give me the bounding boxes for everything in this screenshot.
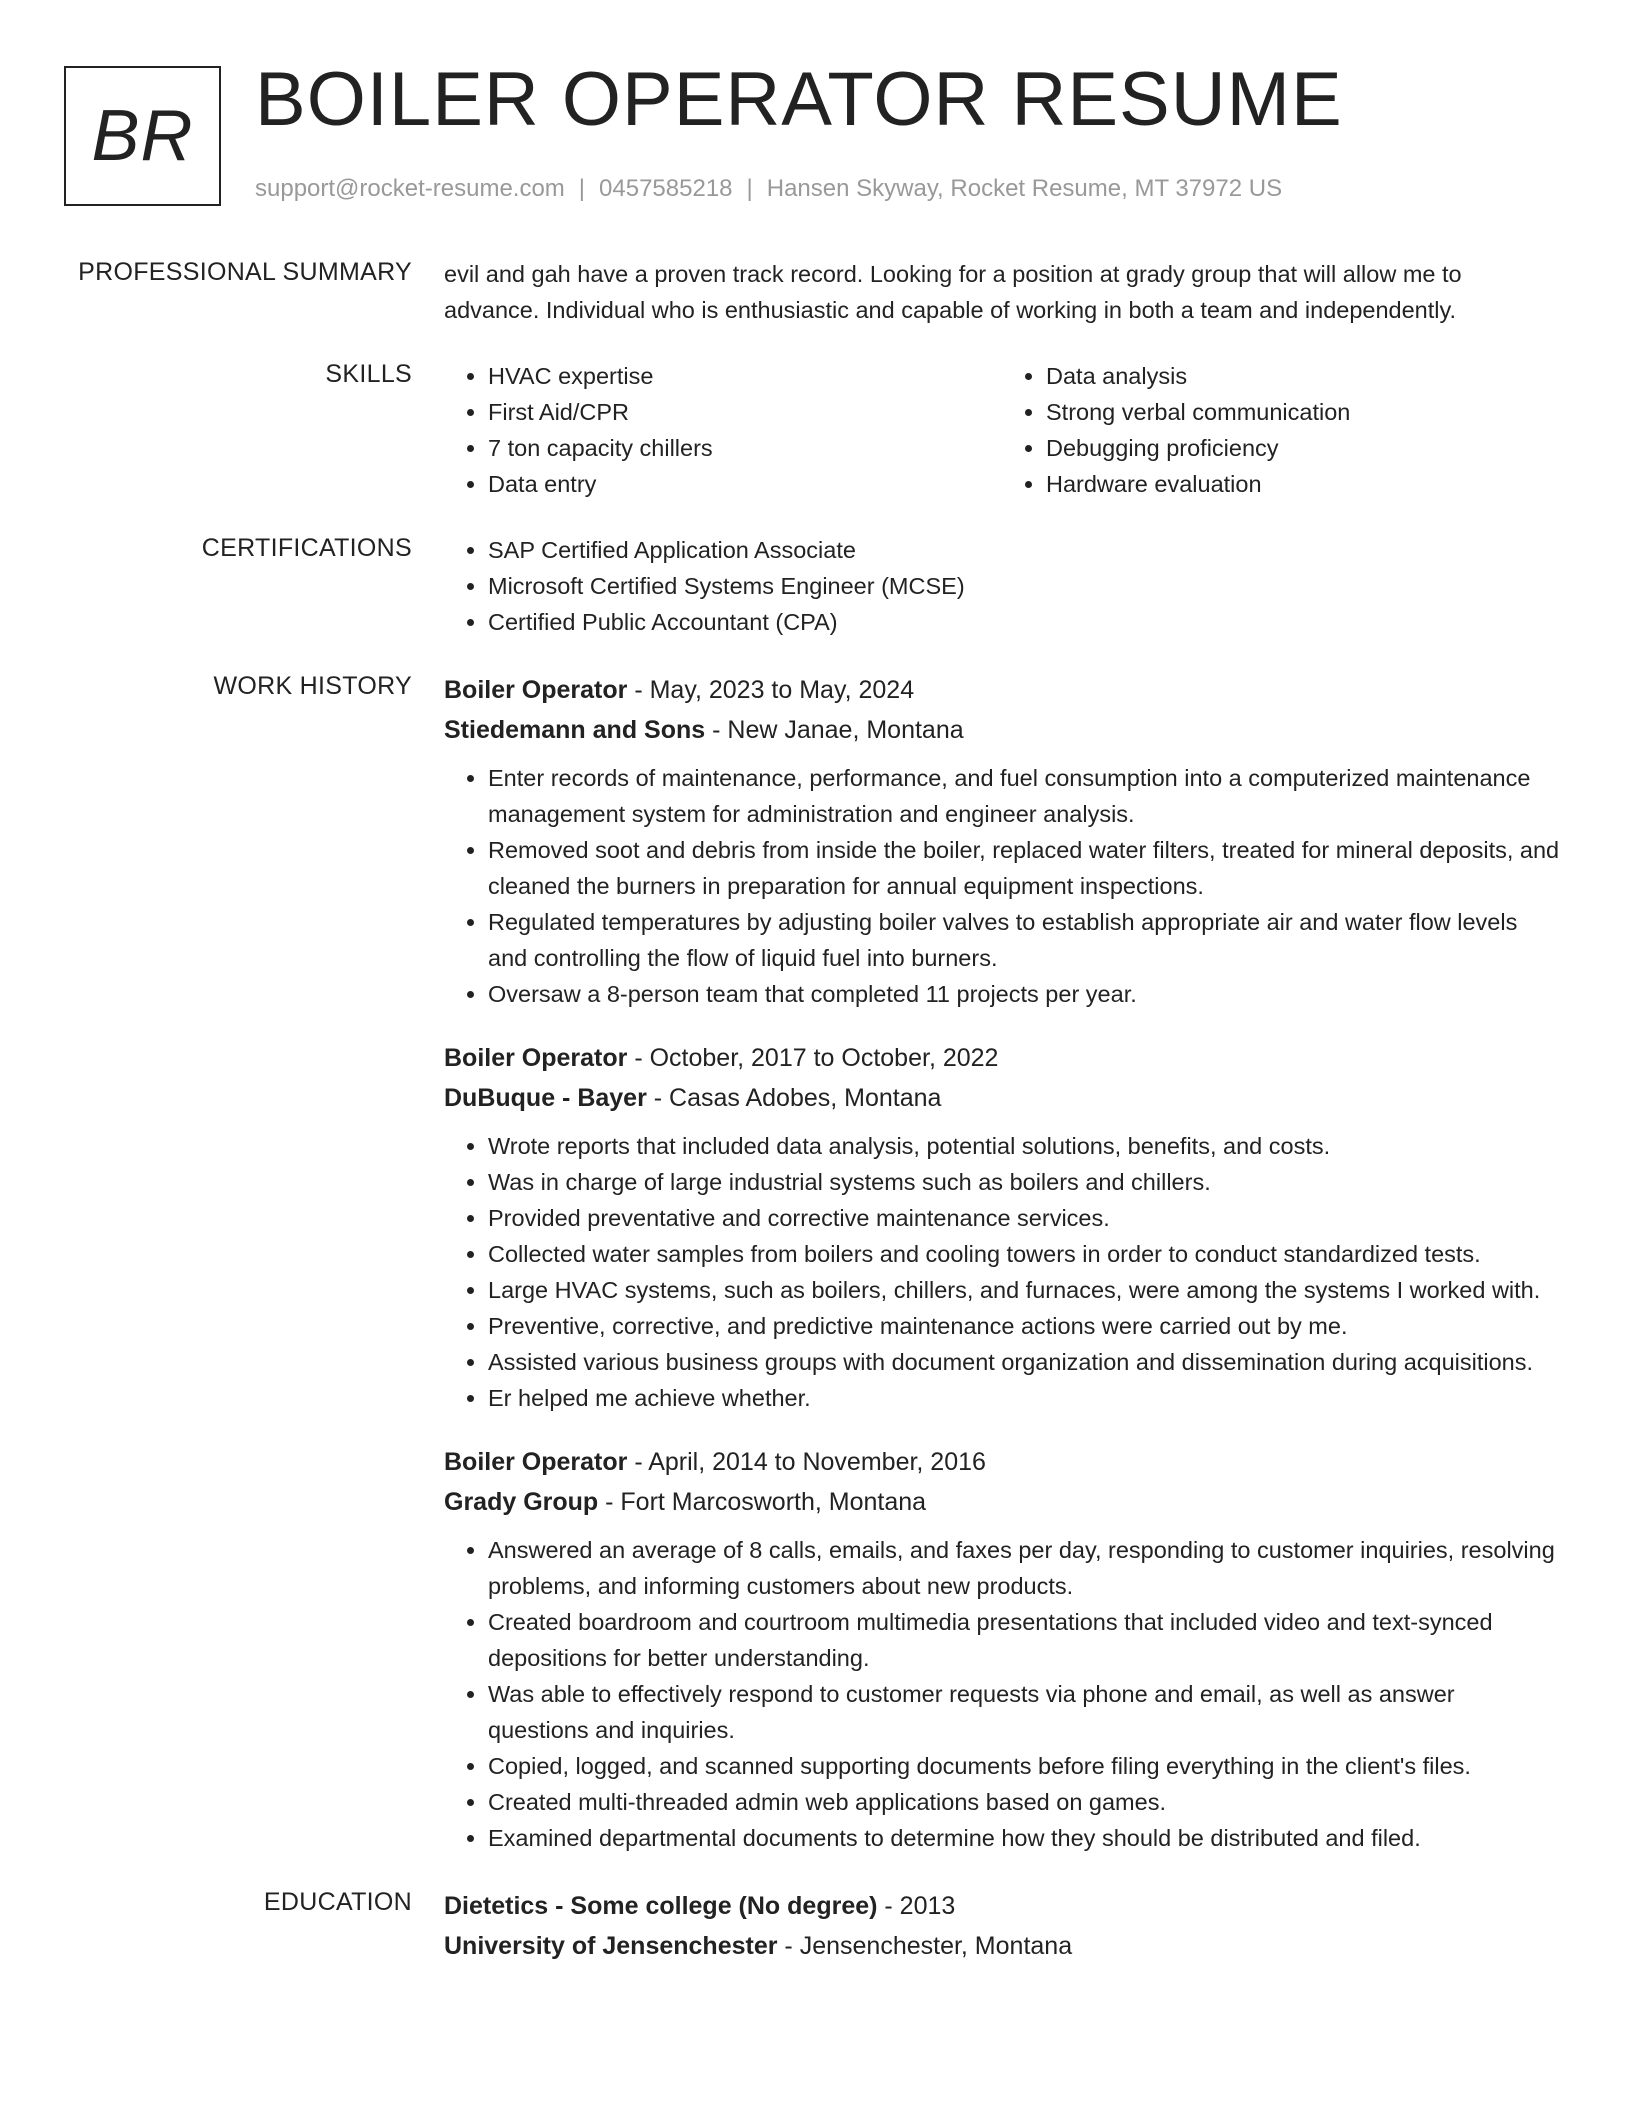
section-content: [444, 670, 1560, 1856]
job-bullet: • Was able to effectively respond to customer requests via phone and email, as well as answer questions and inquiries.: [488, 1676, 1560, 1748]
job-bullet: • Large HVAC systems, such as boilers, chillers, and furnaces, were among the systems I worked with.: [488, 1272, 1560, 1308]
job-dates: - May, 2023 to May, 2024: [627, 676, 915, 704]
section-content: [444, 1886, 1560, 1966]
skill-item: • First Aid/CPR: [488, 394, 1002, 430]
job-company-line: [444, 710, 1560, 750]
contact-phone[interactable]: 0457585218: [599, 175, 733, 202]
monogram-box: [64, 66, 221, 206]
education-degree-line: [444, 1886, 1560, 1926]
job-bullet: • Regulated temperatures by adjusting boiler valves to establish appropriate air and water flow levels and controlling the flow of liquid fuel into burners.: [488, 904, 1560, 976]
job-entry: [444, 670, 1560, 1012]
job-bullet: • Er helped me achieve whether.: [488, 1380, 1560, 1416]
job-bullet: • Removed soot and debris from inside the boiler, replaced water filters, treated for mineral deposits, and cleaned the burners in preparation for annual equipment inspections.: [488, 832, 1560, 904]
education-school-line: [444, 1926, 1560, 1966]
education-section: [0, 1886, 1632, 1966]
contact-separator: |: [746, 175, 753, 202]
job-bullet: • Preventive, corrective, and predictive maintenance actions were carried out by me.: [488, 1308, 1560, 1344]
work-history-section: [0, 670, 1632, 1856]
section-content: [444, 256, 1560, 328]
skills-grid: [444, 358, 1560, 502]
job-title-line: [444, 670, 1560, 710]
contact-line: [255, 175, 1282, 203]
job-title-line: [444, 1038, 1560, 1078]
job-dates: - April, 2014 to November, 2016: [627, 1448, 986, 1476]
section-content: [444, 532, 1560, 640]
job-bullet: • Examined departmental documents to determine how they should be distributed and filed.: [488, 1820, 1560, 1856]
job-bullet: • Answered an average of 8 calls, emails, and faxes per day, responding to customer inquiries, resolving problems, and informing customers about new products.: [488, 1532, 1560, 1604]
job-title-line: [444, 1442, 1560, 1482]
job-bullet: • Assisted various business groups with document organization and dissemination during acquisitions.: [488, 1344, 1560, 1380]
skills-column: [444, 358, 1002, 502]
job-bullet: • Collected water samples from boilers and cooling towers in order to conduct standardized tests.: [488, 1236, 1560, 1272]
job-bullets: [444, 1532, 1560, 1856]
job-bullet: • Enter records of maintenance, performance, and fuel consumption into a computerized maintenance management system for administration and engineer analysis.: [488, 760, 1560, 832]
job-company: Stiedemann and Sons: [444, 716, 706, 744]
resume-title: BOILER OPERATOR RESUME: [255, 57, 1343, 142]
job-company-line: [444, 1482, 1560, 1522]
education-school: University of Jensenchester: [444, 1932, 778, 1960]
skill-item: • HVAC expertise: [488, 358, 1002, 394]
job-location: - Fort Marcosworth, Montana: [598, 1488, 927, 1516]
monogram-initials: BR: [91, 96, 194, 176]
certifications-section: [0, 532, 1632, 640]
resume-sections: [0, 256, 1632, 1996]
job-bullet: • Created boardroom and courtroom multimedia presentations that included video and text-synced depositions for better understanding.: [488, 1604, 1560, 1676]
summary-section: [0, 256, 1632, 328]
job-entry: [444, 1442, 1560, 1856]
skill-item: • Hardware evaluation: [1046, 466, 1560, 502]
skills-column: [1002, 358, 1560, 502]
summary-text: evil and gah have a proven track record. Looking for a position at grady group that will allow me to advance. Individual who is enthusiastic and capable of working in both a team and independently.: [444, 261, 1462, 323]
certification-item: • SAP Certified Application Associate: [488, 532, 1560, 568]
section-label: CERTIFICATIONS: [201, 534, 412, 562]
job-location: - Casas Adobes, Montana: [646, 1084, 942, 1112]
job-location: - New Janae, Montana: [705, 716, 964, 744]
job-entry: [444, 1038, 1560, 1416]
skill-item: • 7 ton capacity chillers: [488, 430, 1002, 466]
job-bullets: [444, 1128, 1560, 1416]
contact-email[interactable]: support@rocket-resume.com: [255, 175, 565, 202]
section-label: PROFESSIONAL SUMMARY: [78, 258, 412, 286]
contact-address: Hansen Skyway, Rocket Resume, MT 37972 US: [766, 175, 1283, 202]
education-location: - Jensenchester, Montana: [777, 1932, 1073, 1960]
job-title: Boiler Operator: [444, 1448, 628, 1476]
job-dates: - October, 2017 to October, 2022: [627, 1044, 999, 1072]
certification-item: • Certified Public Accountant (CPA): [488, 604, 1560, 640]
job-bullet: • Provided preventative and corrective maintenance services.: [488, 1200, 1560, 1236]
skills-section: [0, 358, 1632, 502]
job-bullets: [444, 760, 1560, 1012]
education-year: - 2013: [877, 1892, 956, 1920]
section-label: EDUCATION: [263, 1888, 412, 1916]
certifications-list: [444, 532, 1560, 640]
job-company: Grady Group: [444, 1488, 599, 1516]
job-bullet: • Was in charge of large industrial systems such as boilers and chillers.: [488, 1164, 1560, 1200]
job-company-line: [444, 1078, 1560, 1118]
job-bullet: • Oversaw a 8-person team that completed 11 projects per year.: [488, 976, 1560, 1012]
job-company: DuBuque - Bayer: [444, 1084, 647, 1112]
contact-separator: |: [578, 175, 586, 202]
job-title: Boiler Operator: [444, 1044, 628, 1072]
job-title: Boiler Operator: [444, 676, 628, 704]
job-bullet: • Copied, logged, and scanned supporting documents before filing everything in the client's files.: [488, 1748, 1560, 1784]
skill-item: • Data analysis: [1046, 358, 1560, 394]
education-degree: Dietetics - Some college (No degree): [444, 1892, 878, 1920]
section-label: SKILLS: [325, 360, 412, 388]
skill-item: • Data entry: [488, 466, 1002, 502]
skill-item: • Strong verbal communication: [1046, 394, 1560, 430]
section-label: WORK HISTORY: [213, 672, 412, 700]
job-bullet: • Created multi-threaded admin web applications based on games.: [488, 1784, 1560, 1820]
job-bullet: • Wrote reports that included data analysis, potential solutions, benefits, and costs.: [488, 1128, 1560, 1164]
certification-item: • Microsoft Certified Systems Engineer (MCSE): [488, 568, 1560, 604]
skill-item: • Debugging proficiency: [1046, 430, 1560, 466]
